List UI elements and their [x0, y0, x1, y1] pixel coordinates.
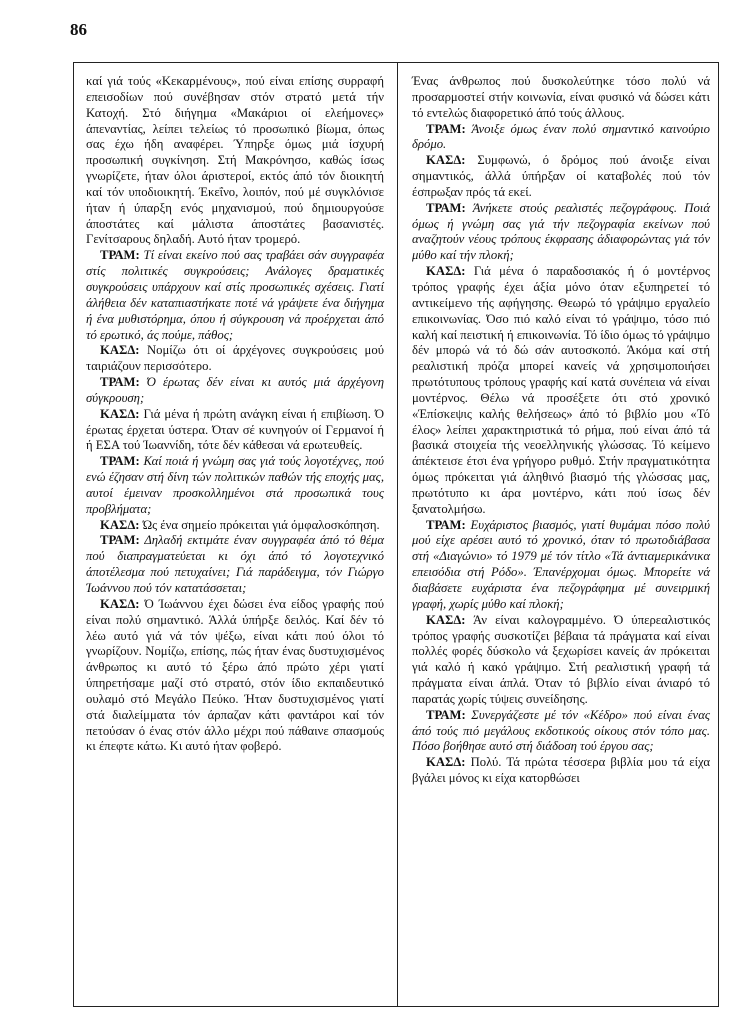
paragraph-text: Γιά μένα ή πρώτη ανάγκη είναι ή επιβίωση. Ό έρωτας έρχεται ύστερα. Όταν σέ κυνηγούν οί Γερμανοί ή ή ΕΣΑ τού Ίωαννίδη, τότε δέν κάθεσαι νά ερωτευθείς.	[86, 406, 384, 453]
paragraph	[86, 407, 384, 455]
paragraph-text: Άνήκετε στούς ρεαλιστές πεζογράφους. Ποιά όμως ή γνώμη σας γιά τήν πεζογραφία εκείνων πού αναζητούν νέους τρόπους έκφρασης άδιαφορώντας γιά τόν μύθο καί τήν πλοκή;	[412, 200, 710, 263]
speaker-label: ΤΡΑΜ:	[426, 121, 466, 136]
paragraph	[412, 518, 710, 613]
paragraph-text: Ό Ίωάννου έχει δώσει ένα είδος γραφής πού είναι πολύ σημαντικό. Άλλά ύπήρξε δειλός. Καί δέν τό λέω αυτό γιά νά τόν ψέξω, είναι κάτι πού όλοι τό γνωρίζουν. Νομίζω, επίσης, πώς ήταν ένας δυστυχισμένος άνθρωπος κι αυτό τό ξέρω άπό πρώτο χέρι γιατί ύπηρετήσαμε μαζί στό στρατό, στόν ίδιο εκπαιδευτικό ουλαμό στό Μεγάλο Πεύκο. Ήταν δυστυχισμένος γιατί στά διαλείμματα τόν άρπαζαν κάτι φαντάροι καί τόν πετούσαν ό ένας στόν άλλο μέχρι πού πάθαινε σπασμούς κι έπεφτε κάτω. Κι αυτό ήταν φοβερό.	[86, 596, 384, 754]
paragraph	[86, 597, 384, 755]
paragraph	[412, 201, 710, 264]
paragraph-text: Ώς ένα σημείο πρόκειται γιά όμφαλοσκόπηση.	[139, 517, 380, 532]
speaker-label: ΤΡΑΜ:	[100, 375, 140, 390]
paragraph-text: Καί ποιά ή γνώμη σας γιά τούς λογοτέχνες, πού ενώ έζησαν στή δίνη τών πολιτικών παθών τής εποχής μας, αυτοί έμειναν προσκολλημένοι στά προσωπικά τους προβλήματα;	[86, 454, 384, 516]
paragraph-text: Συνεργάζεστε μέ τόν «Κέδρο» πού είναι ένας άπό τούς πιό μεγάλους εκδοτικούς οίκους στόν τόπο μας. Πόσο βοήθησε αυτό στή διάδοση τού έργου σας;	[412, 707, 710, 754]
speaker-label: ΚΑΣΔ:	[426, 612, 466, 627]
speaker-label: ΚΑΣΔ:	[100, 406, 140, 421]
column-divider	[397, 62, 398, 1007]
paragraph	[412, 755, 710, 787]
paragraph	[412, 708, 710, 756]
paragraph	[86, 454, 384, 517]
paragraph	[412, 74, 710, 122]
paragraph-text: Νομίζω ότι οί άρχέγονες συγκρούσεις μού ταιριάζουν περισσότερο.	[86, 343, 384, 374]
speaker-label: ΤΡΑΜ:	[100, 454, 140, 469]
speaker-label: ΤΡΑΜ:	[100, 533, 140, 548]
speaker-label: ΚΑΣΔ:	[100, 517, 140, 532]
paragraph	[86, 248, 384, 343]
paragraph	[412, 264, 710, 518]
paragraph	[412, 613, 710, 708]
right-column	[412, 74, 710, 787]
paragraph-text: Ευχάριστος βιασμός, γιατί θυμάμαι πόσο πολύ μού είχε αρέσει αυτό τό χρονικό, όταν τό πρωτοδιάβασα στή «Διαγώνιο» τό 1979 μέ τόν τίτλο «Τά άντιαμερικάνικα επεισόδια στή Ρόδο». Έπανέρχομαι όμως. Μπορείτε νά διαβάσετε ευχάριστα ένα πεζογράφημα μέ συνειρμική γραφή, χωρίς μύθο καί πλοκή;	[412, 517, 710, 611]
paragraph-text: Δηλαδή εκτιμάτε έναν συγγραφέα άπό τό θέμα πού διαπραγματεύεται κι όχι άπό τό λογοτεχνικό άποτέλεσμα πού πετυχαίνει; Γιά παράδειγμα, τόν Γιώργο Ίωάννου πού τόν κατατάσσεται;	[86, 533, 384, 595]
paragraph	[86, 74, 384, 248]
paragraph-text: Ένας άνθρωπος πού δυσκολεύτηκε τόσο πολύ νά προσαρμοστεί στήν κοινωνία, είναι φυσικό νά δώσει κάτι τό εντελώς διαφορετικό άπό τούς άλλους.	[412, 74, 710, 120]
speaker-label: ΚΑΣΔ:	[426, 153, 466, 168]
speaker-label: ΤΡΑΜ:	[426, 200, 466, 215]
speaker-label: ΤΡΑΜ:	[426, 707, 466, 722]
speaker-label: ΚΑΣΔ:	[100, 343, 140, 358]
paragraph-text: Πολύ. Τά πρώτα τέσσερα βιβλία μου τά είχα βγάλει μόνος κι είχα κατορθώσει	[412, 755, 710, 786]
paragraph-text: καί γιά τούς «Κεκαρμένους», πού είναι επίσης συρραφή επεισοδίων πού συνέβησαν στόν στρατό μετά τήν Κατοχή. Στό διήγημα «Μακάριοι οί ελεήμονες» άπεναντίας, λείπει τελείως τό προσωπικό βίωμα, όπως σας έχω ήδη αναφέρει. Ύπηρξε όμως μιά ίσχυρή προσωπική συγκίνηση. Στή Μακρόνησο, καθώς ίσως γνωρίζετε, ήταν όλοι άριστεροί, εκτός άπό τόν διοικητή καί τόν υποδιοικητή. Έκεΐνο, λοιπόν, πού μέ συγκλόνισε ήταν ή ύπαρξη ενός μηχανισμού, πού δημιουργούσε άποστάτες καί μάλιστα άποστάτες βασανιστές. Γενίτσαρους δηλαδή. Αυτό ήταν τρομερό.	[86, 74, 384, 247]
paragraph	[412, 122, 710, 154]
paragraph-text: Άν είναι καλογραμμένο. Ό ύπερεαλιστικός τρόπος γραφής συσκοτίζει βέβαια τά πράγματα καί είναι πολλές φορές δύσκολο νά ξεχωρίσει κανείς άν πρόκειται γιά καλό ή κακό γράψιμο. Στή ρεαλιστική γραφή τά πράγματα είναι άπλά. Όταν τό βιβλίο είναι άνιαρό τό παρατάς χωρίς τύψεις συνείδησης.	[412, 612, 710, 706]
paragraph-text: Άνοιξε όμως έναν πολύ σημαντικό καινούριο δρόμο.	[412, 121, 710, 152]
paragraph	[412, 153, 710, 201]
paragraph	[86, 533, 384, 596]
speaker-label: ΤΡΑΜ:	[426, 517, 466, 532]
paragraph-text: Ό έρωτας δέν είναι κι αυτός μιά άρχέγονη σύγκρουση;	[86, 375, 384, 405]
paragraph	[86, 375, 384, 407]
paragraph	[86, 518, 384, 534]
paragraph-text: Συμφωνώ, ό δρόμος πού άνοιξε είναι σημαντικός, άλλά ύπήρξαν οί καταβολές πού τόν έσπρωξαν πρός τά εκεί.	[412, 153, 710, 199]
paragraph-text: Τί είναι εκείνο πού σας τραβάει σάν συγγραφέα στίς πολιτικές συγκρούσεις; Ανάλογες δραματικές συγκρούσεις υπάρχουν καί στίς προσωπικές σχέσεις. Γιατί άλήθεια δέν καταπιαστήκατε ποτέ νά γράψετε ένα διήγημα ή ένα μυθιστόρημα, όπου ή σύγκρουση νά προέρχεται άπό τό ερωτικό, άς πούμε, πάθος;	[86, 248, 384, 342]
paragraph-text: Γιά μένα ό παραδοσιακός ή ό μοντέρνος τρόπος γραφής έχει άξία μόνο όταν εξυπηρετεί τό αντικείμενο τής αφήγησης. Θεωρώ τό γράψιμο εργαλείο επικοινωνίας. Όσο πιό καλό είναι τό γράψιμο, τόσο πιό καλή καί πειστική ή επικοινωνία. Τό ίδιο όμως τό γράψιμο δέν μπορώ νά τό δώ σάν αυτοσκοπό. Άκόμα καί στή ρεαλιστική πρόζα μπορεί κανείς νά χρησιμοποιήσει πρωτότυπους τρόπους γραφής καί κατά συνέπεια νά είναι μοντέρνος. Θέλω νά προσέξετε ότι στό χρονικό «Έπίσκεψις καλής θελήσεως» άπό τό βιβλίο μου «Τό έλος» λείπει χαρακτηριστικά τό ρήμα, πού είναι άπό τά βασικά στοιχεία τής νεοελληνικής γλώσσας. Τό κείμενο άπέκτεισε έτσι ένα γρήγορο ρυθμό. Στήν πραγματικότητα όμως πρόκειται γιά άληθινό βιασμό τής γλώσσας μας, πρωτότυπο κι άρα μοντέρνο, κάτι πού ίσως δέν ξανατολμήσω.	[412, 264, 710, 516]
speaker-label: ΤΡΑΜ:	[100, 248, 140, 263]
left-column	[86, 74, 384, 755]
paragraph	[86, 343, 384, 375]
speaker-label: ΚΑΣΔ:	[426, 755, 466, 770]
page-number: 86	[70, 20, 87, 39]
speaker-label: ΚΑΣΔ:	[426, 264, 466, 279]
speaker-label: ΚΑΣΔ:	[100, 596, 140, 611]
